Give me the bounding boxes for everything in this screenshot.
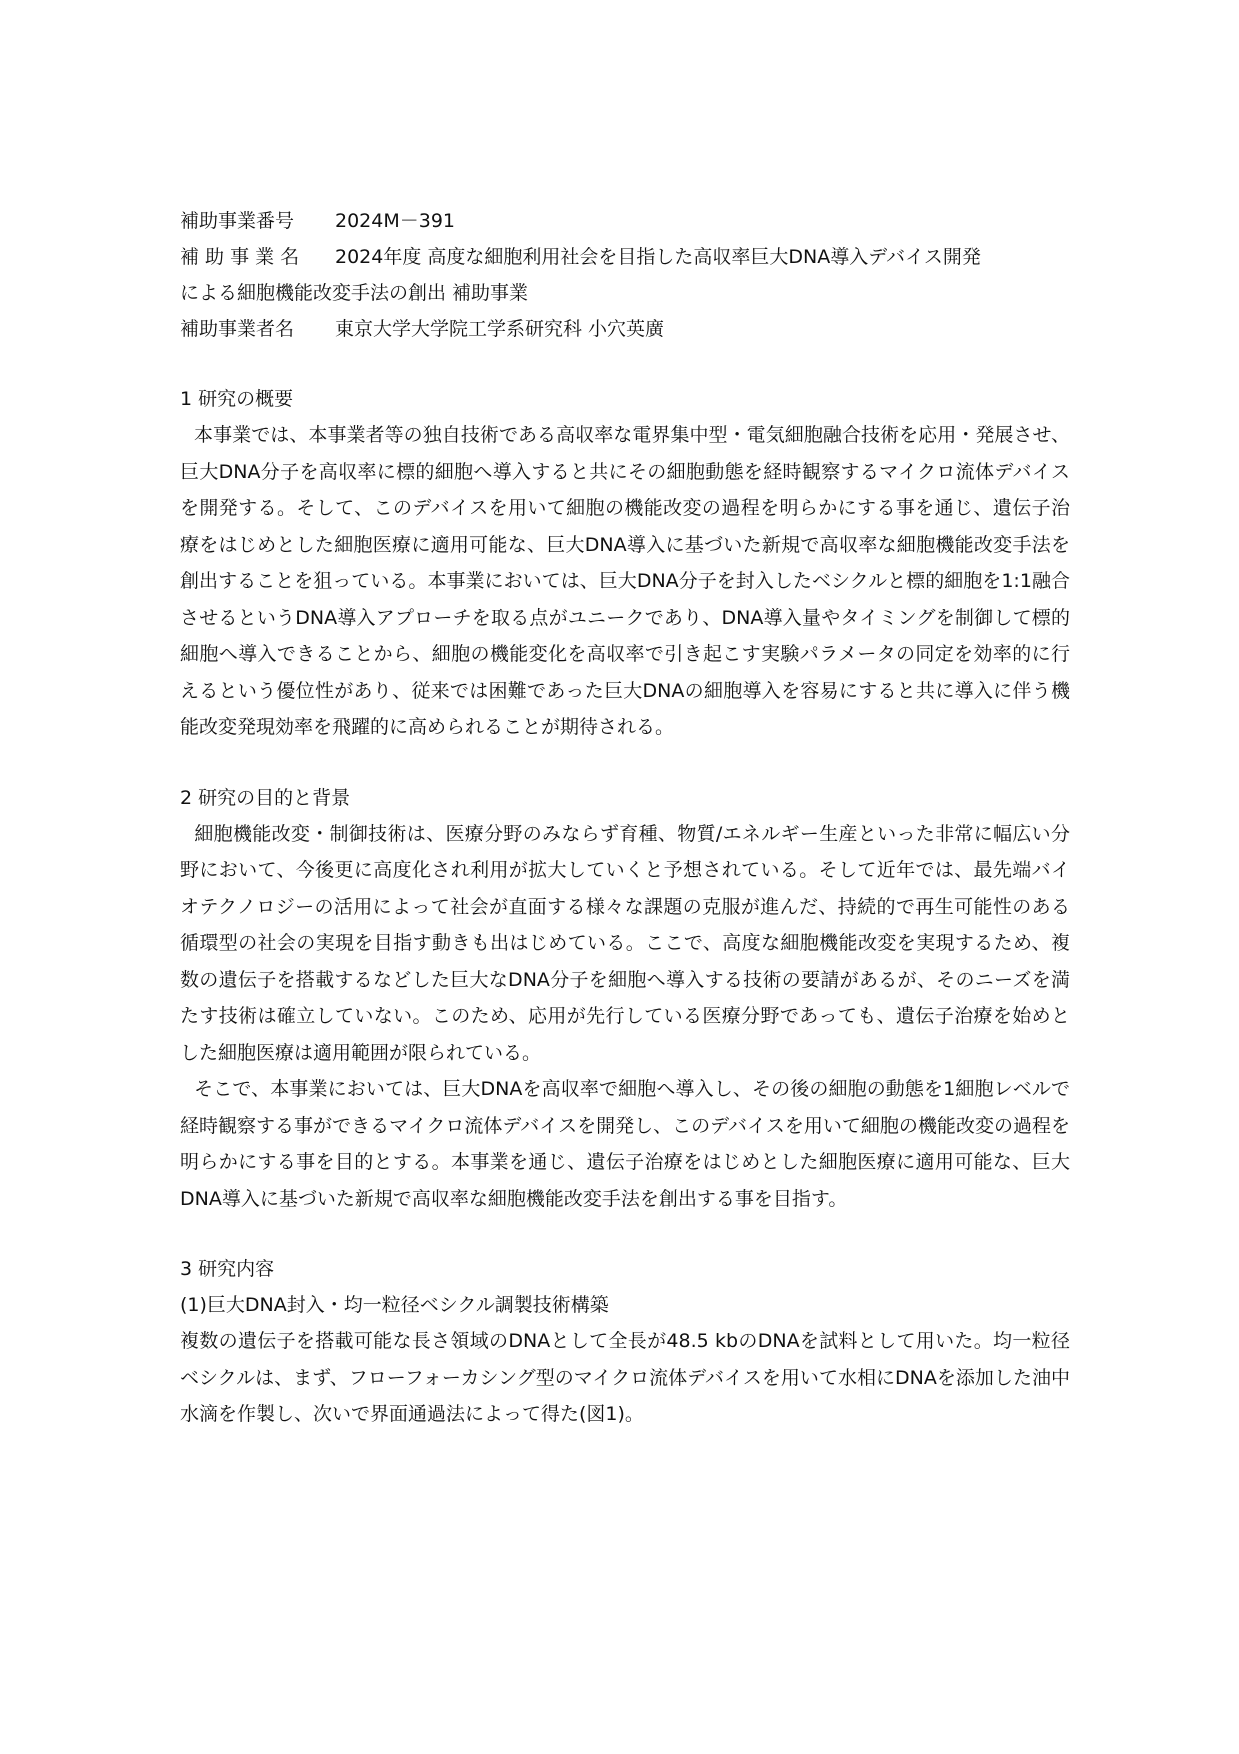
grant-number-value: 2024M－391 xyxy=(335,210,456,232)
grant-operator-row xyxy=(180,311,1070,347)
section-heading-purpose: 2 研究の目的と背景 xyxy=(180,786,351,809)
section-content-paragraph: 複数の遺伝子を搭載可能な長さ領域のDNAとして全長が48.5 kbのDNAを試料として用いた。均一粒径ベシクルは、まず、フローフォーカシング型のマイクロ流体デバイスを用いて水相にDNAを添加した油中水滴を作製し、次いで界面通過法によって得た(図1)。 xyxy=(180,1330,1070,1425)
grant-operator-label: 補助事業者名 xyxy=(180,318,295,340)
section-overview-paragraph: 本事業では、本事業者等の独自技術である高収率な電界集中型・電気細胞融合技術を応用・発展させ、巨大DNA分子を高収率に標的細胞へ導入すると共にその細胞動態を経時観察するマイクロ流体デバイスを開発する。そして、このデバイスを用いて細胞の機能改変の過程を明らかにする事を通じ、遺伝子治療をはじめとした細胞医療に適用可能な、巨大DNA導入に基づいた新規で高収率な細胞機能改変手法を創出することを狙っている。本事業においては、巨大DNA分子を封入したベシクルと標的細胞を1:1融合させるというDNA導入アプローチを取る点がユニークであり、DNA導入量やタイミングを制御して標的細胞へ導入できることから、細胞の機能変化を高収率で引き起こす実験パラメータの同定を効率的に行えるという優位性があり、従来では困難であった巨大DNAの細胞導入を容易にすると共に導入に伴う機能改変発現効率を飛躍的に高められることが期待される。 xyxy=(180,424,1070,738)
grant-name-continuation xyxy=(180,275,1070,311)
grant-name-value-line1: 2024年度 高度な細胞利用社会を目指した高収率巨大DNA導入デバイス開発 xyxy=(335,246,981,268)
section-heading-content: 3 研究内容 xyxy=(180,1258,275,1280)
grant-name-row xyxy=(180,239,1070,275)
grant-number-label: 補助事業番号 xyxy=(180,210,295,232)
document-body xyxy=(180,203,1070,1433)
section-purpose-paragraph-2: そこで、本事業においては、巨大DNAを高収率で細胞へ導入し、その後の細胞の動態を1細胞レベルで経時観察する事ができるマイクロ流体デバイスを開発し、このデバイスを用いて細胞の機能改変の過程を明らかにする事を目的とする。本事業を通じ、遺伝子治療をはじめとした細胞医療に適用可能な、巨大DNA導入に基づいた新規で高収率な細胞機能改変手法を創出する事を目指す。 xyxy=(180,1078,1070,1210)
grant-name-label: 補 助 事 業 名 xyxy=(180,246,300,268)
grant-name-value-line2: による細胞機能改変手法の創出 補助事業 xyxy=(180,282,529,304)
section-content-subheading: (1)巨大DNA封入・均一粒径ベシクル調製技術構築 xyxy=(180,1294,609,1316)
section-heading-overview: 1 研究の概要 xyxy=(180,388,294,410)
section-purpose-paragraph-1: 細胞機能改変・制御技術は、医療分野のみならず育種、物質/エネルギー生産といった非常に幅広い分野において、今後更に高度化され利用が拡大していくと予想されている。そして近年では、最先端バイオテクノロジーの活用によって社会が直面する様々な課題の克服が進んだ、持続的で再生可能性のある循環型の社会の実現を目指す動きも出はじめている。ここで、高度な細胞機能改変を実現するため、複数の遺伝子を搭載するなどした巨大なDNA分子を細胞へ導入する技術の要請があるが、そのニーズを満たす技術は確立していない。このため、応用が先行している医療分野であっても、遺伝子治療を始めとした細胞医療は適用範囲が限られている。 xyxy=(180,822,1070,1064)
grant-operator-value: 東京大学大学院工学系研究科 小穴英廣 xyxy=(335,318,665,340)
grant-number-row xyxy=(180,203,1070,239)
